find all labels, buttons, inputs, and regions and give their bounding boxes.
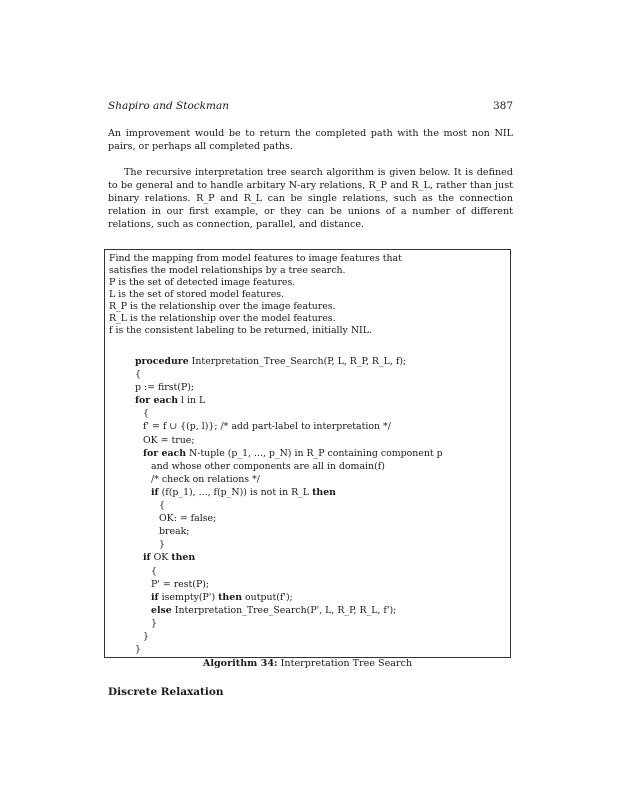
code-line-for-each: for each l in L (135, 395, 206, 407)
caption-title: Interpretation Tree Search (280, 658, 413, 669)
intro-line: satisfies the model relationships by a tree search. (109, 265, 346, 276)
code-line: { (159, 500, 165, 512)
code-line: { (151, 565, 157, 577)
paragraph-algorithm-description: The recursive interpretation tree search algorithm is given below. It is defined to be general and to handle arbitary N-ary relations, R_P and R_L, rather than just binary relations. R_P and R_L can be single relations, such as the connection relation in our first example, or they can be unions of a number of different relations, such as connection, parallel, and distance. (108, 167, 513, 230)
intro-line: R_P is the relationship over the image features. (109, 301, 336, 312)
section-heading: Discrete Relaxation (108, 686, 224, 698)
code-line: f' = f ∪ {(p, l)}; /* add part-label to interpretation */ (143, 421, 391, 433)
code-line: } (135, 644, 141, 656)
code-line-comment: /* check on relations */ (151, 473, 260, 485)
code-line: } (159, 539, 165, 551)
code-line: } (143, 630, 149, 642)
code-line: P' = rest(P); (151, 578, 210, 590)
code-line: OK = true; (143, 434, 195, 446)
paragraph-improvement: An improvement would be to return the completed path with the most non NIL pairs, or perhaps all completed paths. (108, 128, 513, 152)
caption-label: Algorithm 34: (202, 658, 278, 669)
code-line: OK: = false; (159, 513, 217, 525)
code-line-if-isempty: if isempty(P') then output(f'); (151, 591, 293, 603)
intro-line: P is the set of detected image features. (109, 277, 296, 288)
code-line-else: else Interpretation_Tree_Search(P', L, R_P, R_L, f'); (151, 604, 397, 616)
header-authors: Shapiro and Stockman (108, 100, 230, 112)
intro-line: f is the consistent labeling to be returned, initially NIL. (109, 325, 372, 336)
code-line-procedure: procedure Interpretation_Tree_Search(P, L, R_P, R_L, f); (135, 356, 407, 367)
running-header (108, 100, 513, 116)
code-line: { (143, 408, 149, 420)
code-line: and whose other components are all in domain(f) (151, 460, 385, 472)
code-line-if: if (f(p_1), ..., f(p_N)) is not in R_L then (151, 486, 336, 498)
code-line: p := first(P); (135, 382, 195, 394)
code-line: { (135, 369, 141, 381)
algorithm-caption (104, 658, 511, 669)
algorithm-intro (109, 253, 504, 337)
algorithm-code (135, 355, 505, 656)
algorithm-box (104, 249, 511, 658)
intro-line: R_L is the relationship over the model features. (109, 313, 336, 324)
code-line: } (151, 617, 157, 629)
code-line-if-ok: if OK then (143, 552, 196, 564)
header-page-number: 387 (492, 100, 513, 112)
code-line: break; (159, 526, 190, 538)
code-line-for-each-tuple: for each N-tuple (p_1, ..., p_N) in R_P containing component p (143, 447, 443, 459)
intro-line: L is the set of stored model features. (109, 289, 285, 300)
intro-line: Find the mapping from model features to image features that (109, 253, 402, 264)
